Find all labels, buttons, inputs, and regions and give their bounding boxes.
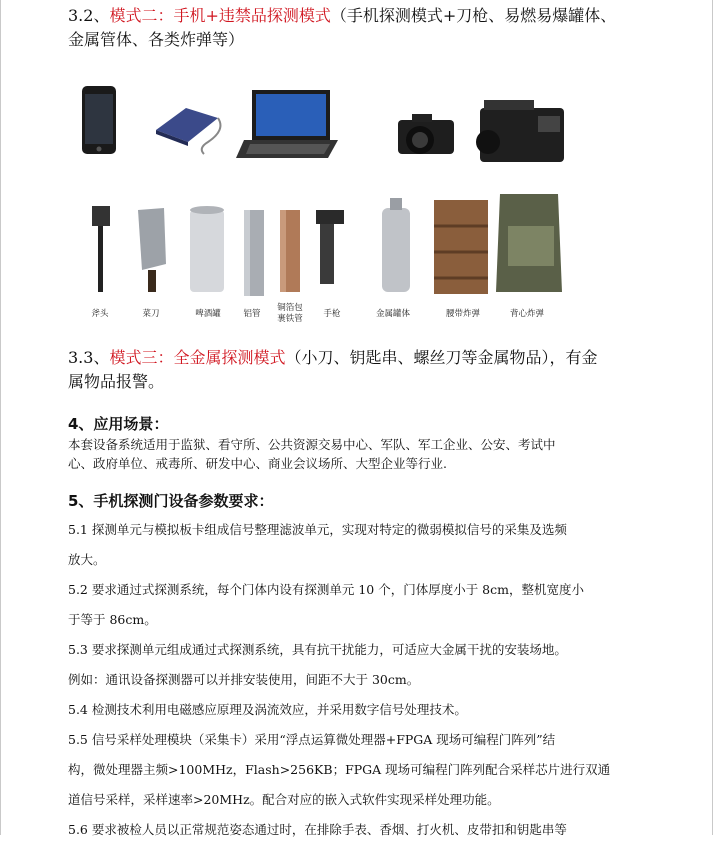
section-number: 3.3、 (68, 348, 110, 367)
pistol-image (316, 210, 344, 284)
spec-5-5-line2: 构，微处理器主频>100MHz，Flash>256KB；FPGA 现场可编程门阵列配合采样芯片进行双通 (68, 762, 611, 777)
belt-bomb-image (434, 200, 488, 294)
spec-5-1-line1: 5.1 探测单元与模拟板卡组成信号整理滤波单元，实现对特定的微弱模拟信号的采集及选频 (68, 522, 567, 537)
section-5-heading: 5、手机探测门设备参数要求： (68, 492, 274, 510)
foil-wrapped-pipe-image (280, 210, 300, 292)
label-foil-pipe (268, 303, 312, 325)
vest-bomb-image (496, 194, 562, 292)
label-aluminum-pipe: 铝管 (243, 309, 261, 319)
metal-canister-image (382, 198, 410, 292)
mode-description: （小刀、钥匙串、螺丝刀等金属物品），有金 (285, 348, 598, 367)
section-3-3 (68, 346, 658, 394)
mode-title: 模式三：全金属探测模式 (109, 348, 286, 367)
aluminum-pipe-image (244, 210, 264, 296)
spec-5-3-line2: 例如：通讯设备探测器可以并排安装使用，间距不大于 30cm。 (68, 672, 420, 687)
label-pistol: 手枪 (323, 309, 341, 319)
spec-5-5-line1: 5.5 信号采样处理模块（采集卡）采用“浮点运算微处理器+FPGA 现场可编程门阵列”结 (68, 732, 556, 747)
cleaver-image (138, 208, 166, 292)
section-3-2-line1 (68, 4, 658, 28)
spec-5-6-line1: 5.6 要求被检人员以正常规范姿态通过时，在排除手表、香烟、打火机、皮带扣和钥匙串等 (68, 822, 567, 837)
prohibited-items-figure (68, 186, 568, 300)
label-axe: 斧头 (91, 309, 109, 319)
label-foil-pipe-line2: 裹铁管 (277, 314, 303, 324)
mode-description: （手机探测模式+刀枪、易燃易爆罐体、 (330, 6, 617, 25)
label-foil-pipe-line1: 铜箔包 (277, 303, 303, 313)
label-beer-can: 啤酒罐 (195, 309, 221, 319)
electronic-devices-figure (68, 82, 588, 182)
label-metal-can: 金属罐体 (375, 309, 410, 319)
beer-can-image (190, 206, 224, 292)
camera-image (398, 114, 454, 154)
spec-5-3-line1: 5.3 要求探测单元组成通过式探测系统，具有抗干扰能力，可适应大金属干扰的安装场地。 (68, 642, 567, 657)
section-3-2-line2: 金属管体、各类炸弹等） (68, 30, 245, 49)
axe-image (92, 206, 110, 292)
section-3-3-line2: 属物品报警。 (68, 372, 165, 391)
section-4-line1: 本套设备系统适用于监狱、看守所、公共资源交易中心、军队、军工企业、公安、考试中 (68, 437, 556, 452)
spec-5-2-line1: 5.2 要求通过式探测系统，每个门体内设有探测单元 10 个，门体厚度小于 8cm，整机宽度小 (68, 582, 584, 597)
section-5 (68, 490, 658, 512)
section-5-body (68, 515, 658, 845)
section-4-line2: 心、政府单位、戒毒所、研发中心、商业会议场所、大型企业等行业. (68, 456, 447, 471)
section-3-3-line1 (68, 346, 658, 370)
laptop-image (236, 90, 338, 158)
label-belt-bomb: 腰带炸弹 (445, 309, 480, 319)
smartphone-image (82, 86, 116, 154)
section-4 (68, 413, 658, 473)
section-4-heading: 4、应用场景： (68, 415, 169, 433)
spec-5-5-line3: 道信号采样，采样速率>20MHz。配合对应的嵌入式软件实现采样处理功能。 (68, 792, 500, 807)
external-drive-image (156, 108, 220, 154)
camcorder-image (476, 100, 564, 162)
label-vest-bomb: 背心炸弹 (509, 309, 544, 319)
mode-title: 模式二：手机+违禁品探测模式 (109, 6, 331, 25)
section-3-2 (68, 4, 658, 52)
label-cleaver: 菜刀 (142, 309, 160, 319)
spec-5-2-line2: 于等于 86cm。 (68, 612, 157, 627)
spec-5-4-line1: 5.4 检测技术利用电磁感应原理及涡流效应，并采用数字信号处理技术。 (68, 702, 467, 717)
spec-5-1-line2: 放大。 (68, 552, 106, 567)
section-number: 3.2、 (68, 6, 110, 25)
